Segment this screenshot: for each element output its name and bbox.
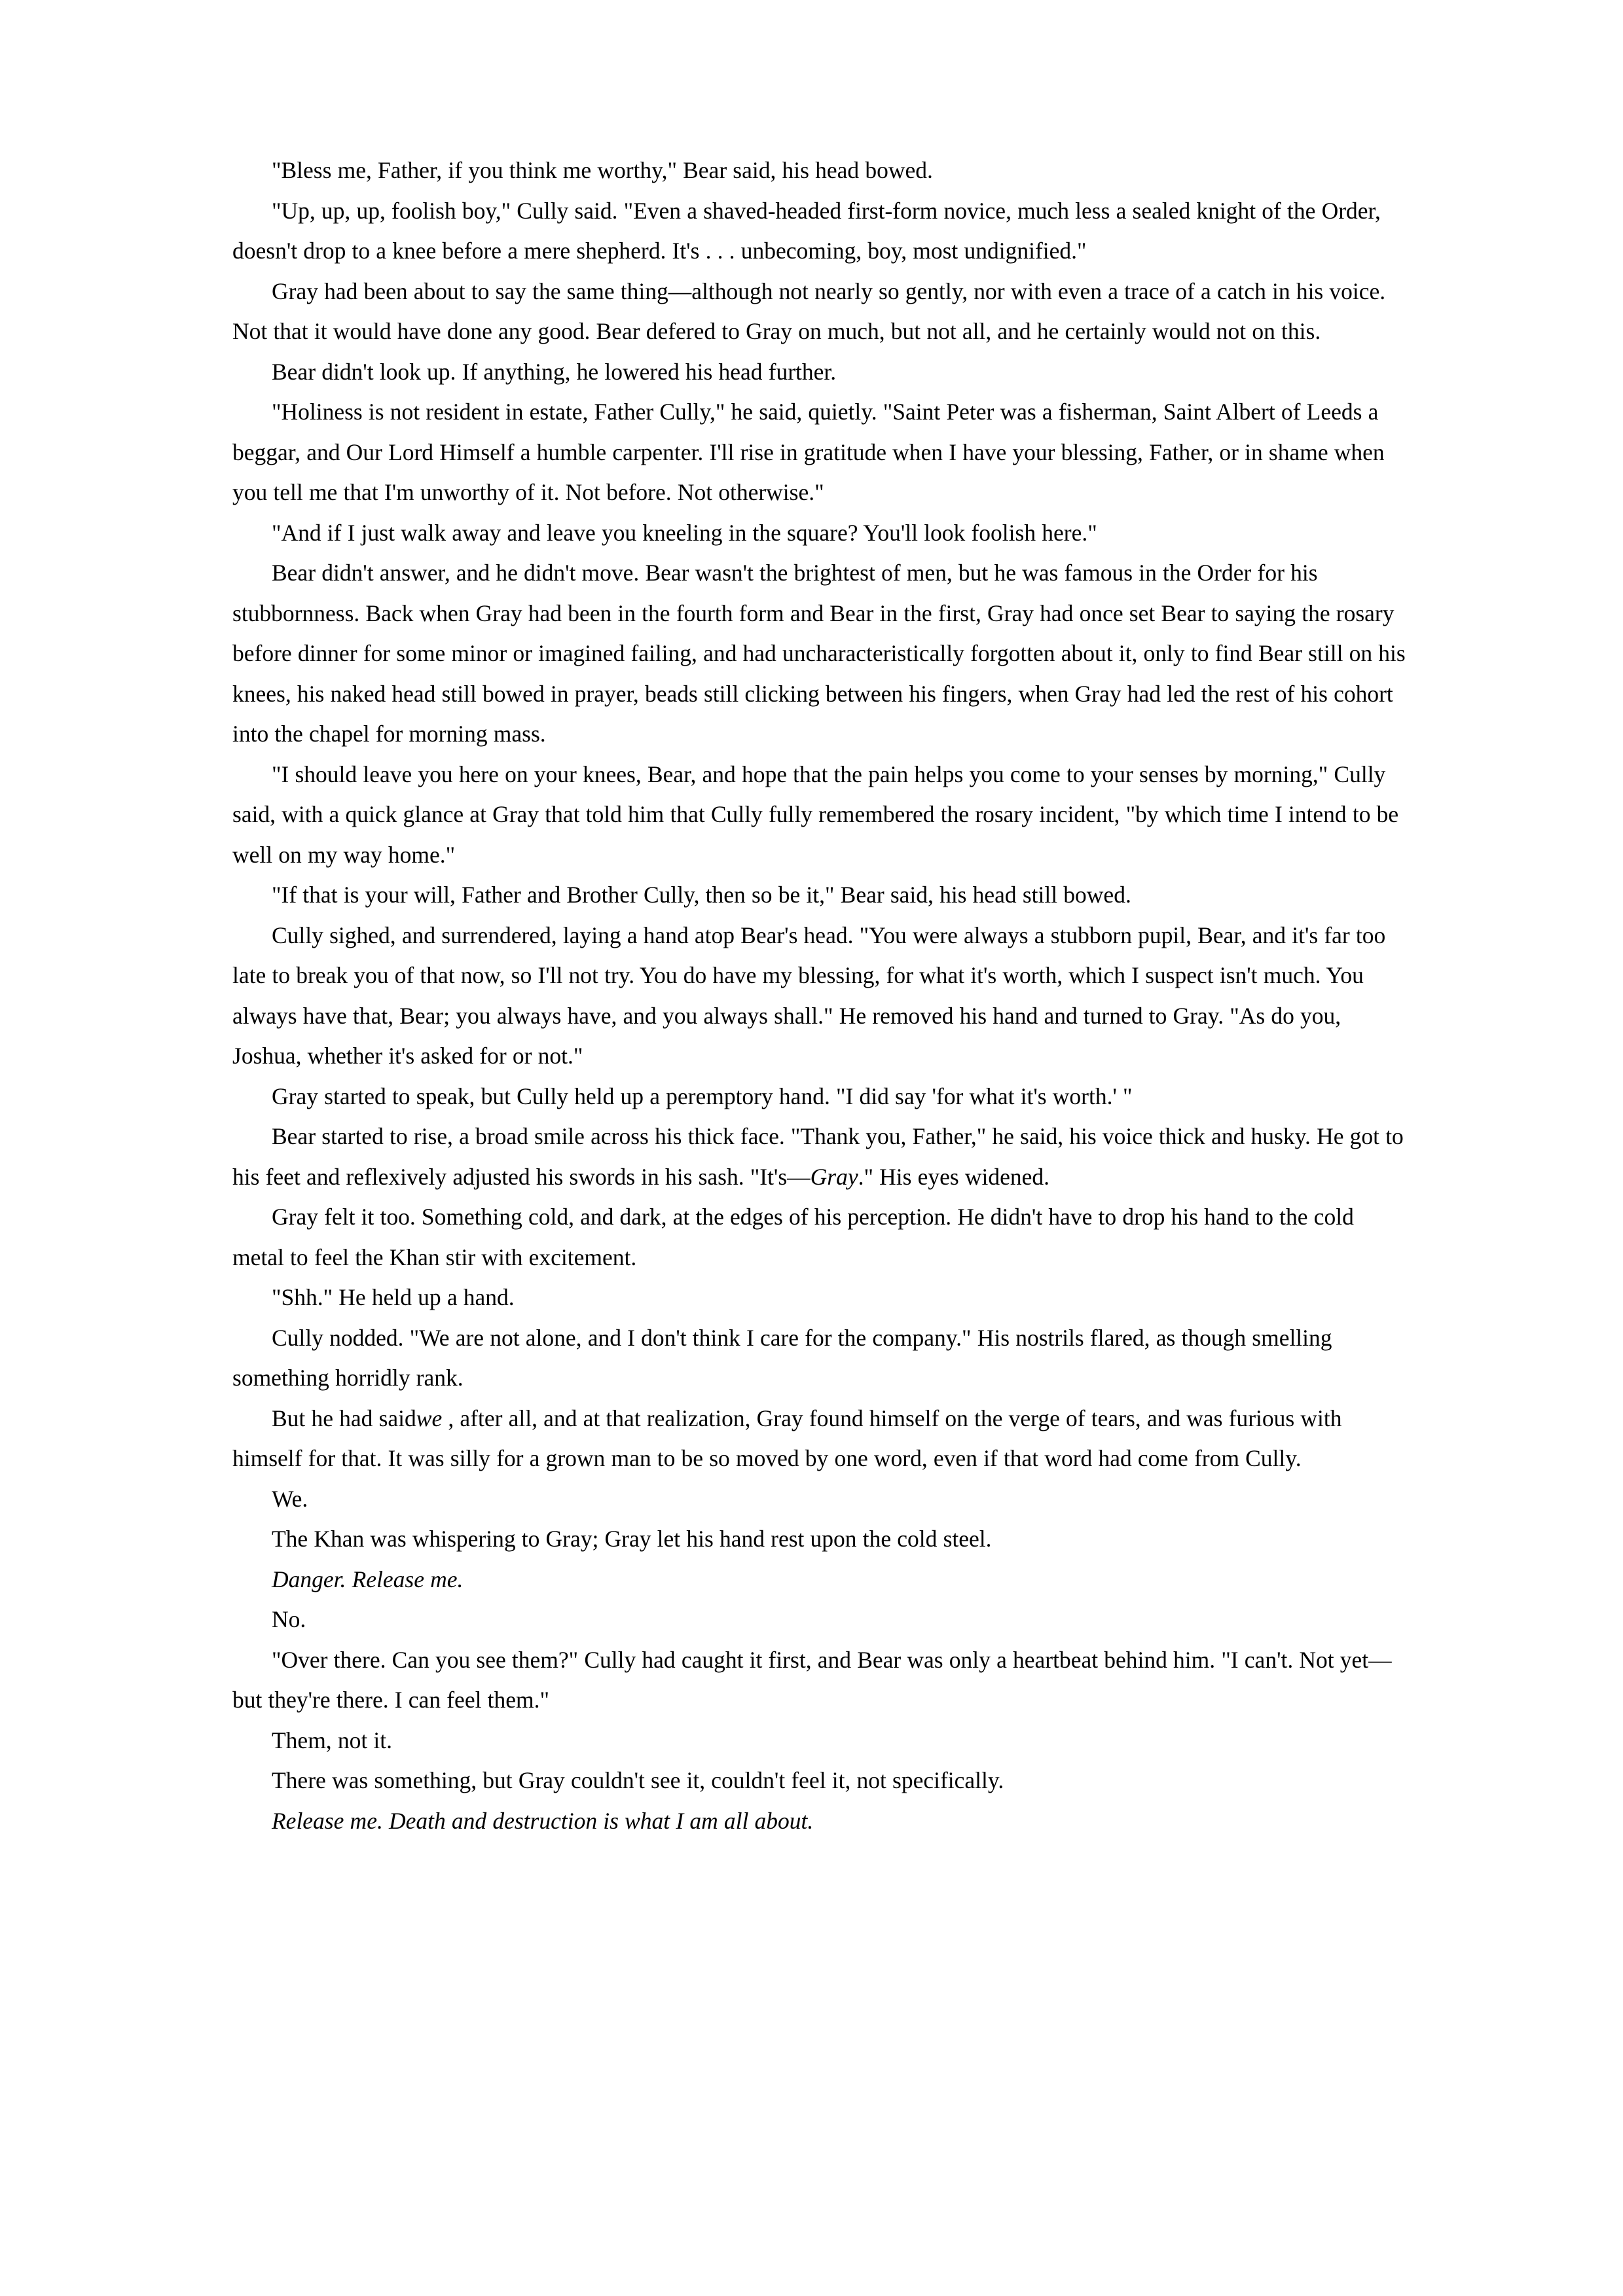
paragraph: [232, 1560, 1407, 1600]
text-run: The Khan was whispering to Gray; Gray let his hand rest upon the cold steel.: [272, 1526, 992, 1552]
emphasis-text: Gray: [810, 1163, 858, 1190]
paragraph: [232, 1761, 1407, 1801]
paragraph: [232, 1519, 1407, 1560]
paragraph: [232, 1077, 1407, 1117]
text-run: Gray had been about to say the same thing—although not nearly so gently, nor with even a trace of a catch in his voice. Not that it would have done any good. Bear defered to Gray on much, but not all, and he certainly would not on this.: [232, 278, 1386, 344]
text-run: Gray started to speak, but Cully held up a peremptory hand. "I did say 'for what it's worth.' ": [272, 1083, 1133, 1109]
paragraph: [232, 392, 1407, 513]
text-run: Cully nodded. "We are not alone, and I don't think I care for the company." His nostrils flared, as though smelling something horridly rank.: [232, 1324, 1332, 1391]
text-run: There was something, but Gray couldn't see it, couldn't feel it, not specifically.: [272, 1767, 1004, 1793]
paragraph: [232, 1117, 1407, 1197]
paragraph: [232, 916, 1407, 1077]
paragraph: [232, 755, 1407, 876]
text-run: "Over there. Can you see them?" Cully had caught it first, and Bear was only a heartbeat behind him. "I can't. Not yet—but they're there. I can feel them.": [232, 1646, 1392, 1713]
paragraph: [232, 1278, 1407, 1318]
text-run: Gray felt it too. Something cold, and dark, at the edges of his perception. He didn't have to drop his hand to the cold metal to feel the Khan stir with excitement.: [232, 1204, 1354, 1270]
paragraph: [232, 1640, 1407, 1721]
paragraph: [232, 151, 1407, 191]
text-run: Bear started to rise, a broad smile across his thick face. "Thank you, Father," he said, his voice thick and husky. He got to his feet and reflexively adjusted his swords in his sash. "It's—: [232, 1123, 1404, 1190]
paragraph: [232, 553, 1407, 755]
text-run: We.: [272, 1485, 308, 1512]
document-body: [232, 151, 1407, 1841]
text-run: ." His eyes widened.: [858, 1163, 1050, 1190]
text-run: , after all, and at that realization, Gray found himself on the verge of tears, and was furious with himself for that. It was silly for a grown man to be so moved by one word, even if that word had come from Cully.: [232, 1405, 1342, 1471]
paragraph: [232, 1600, 1407, 1640]
emphasis-text: Danger. Release me.: [272, 1566, 464, 1592]
text-run: "Bless me, Father, if you think me worthy," Bear said, his head bowed.: [272, 157, 933, 183]
emphasis-text: we: [416, 1405, 443, 1431]
text-run: "And if I just walk away and leave you kneeling in the square? You'll look foolish here.": [272, 519, 1097, 546]
paragraph: [232, 513, 1407, 554]
text-run: "I should leave you here on your knees, Bear, and hope that the pain helps you come to your senses by morning," Cully said, with a quick glance at Gray that told him that Cully fully remembered the rosary incident, "by which time I intend to be well on my way home.": [232, 761, 1399, 868]
text-run: No.: [272, 1606, 306, 1632]
text-run: "Holiness is not resident in estate, Father Cully," he said, quietly. "Saint Peter was a fisherman, Saint Albert of Leeds a beggar, and Our Lord Himself a humble carpenter. I'll rise in gratitude when I have your blessing, Father, or in shame when you tell me that I'm unworthy of it. Not before. Not otherwise.": [232, 399, 1385, 505]
paragraph: [232, 1721, 1407, 1761]
paragraph: [232, 1479, 1407, 1520]
text-run: Them, not it.: [272, 1727, 392, 1753]
text-run: But he had said: [272, 1405, 416, 1431]
paragraph: [232, 191, 1407, 272]
paragraph: [232, 352, 1407, 393]
paragraph: [232, 875, 1407, 916]
paragraph: [232, 272, 1407, 352]
text-run: "Shh." He held up a hand.: [272, 1284, 515, 1310]
text-run: Bear didn't answer, and he didn't move. Bear wasn't the brightest of men, but he was famous in the Order for his stubbornness. Back when Gray had been in the fourth form and Bear in the first, Gray had once set Bear to saying the rosary before dinner for some minor or imagined failing, and had uncharacteristically forgotten about it, only to find Bear still on his knees, his naked head still bowed in prayer, beads still clicking between his fingers, when Gray had led the rest of his cohort into the chapel for morning mass.: [232, 560, 1406, 747]
paragraph: [232, 1197, 1407, 1278]
paragraph: [232, 1801, 1407, 1842]
text-run: "If that is your will, Father and Brother Cully, then so be it," Bear said, his head still bowed.: [272, 882, 1131, 908]
paragraph: [232, 1318, 1407, 1399]
text-run: "Up, up, up, foolish boy," Cully said. "Even a shaved-headed first-form novice, much less a sealed knight of the Order, doesn't drop to a knee before a mere shepherd. It's . . . unbecoming, boy, most undignified.": [232, 197, 1381, 264]
emphasis-text: Release me. Death and destruction is what I am all about.: [272, 1807, 814, 1834]
paragraph: [232, 1399, 1407, 1479]
text-run: Bear didn't look up. If anything, he lowered his head further.: [272, 358, 837, 385]
text-run: Cully sighed, and surrendered, laying a hand atop Bear's head. "You were always a stubborn pupil, Bear, and it's far too late to break you of that now, so I'll not try. You do have my blessing, for what it's worth, which I suspect isn't much. You always have that, Bear; you always have, and you always shall." He removed his hand and turned to Gray. "As do you, Joshua, whether it's asked for or not.": [232, 922, 1386, 1069]
